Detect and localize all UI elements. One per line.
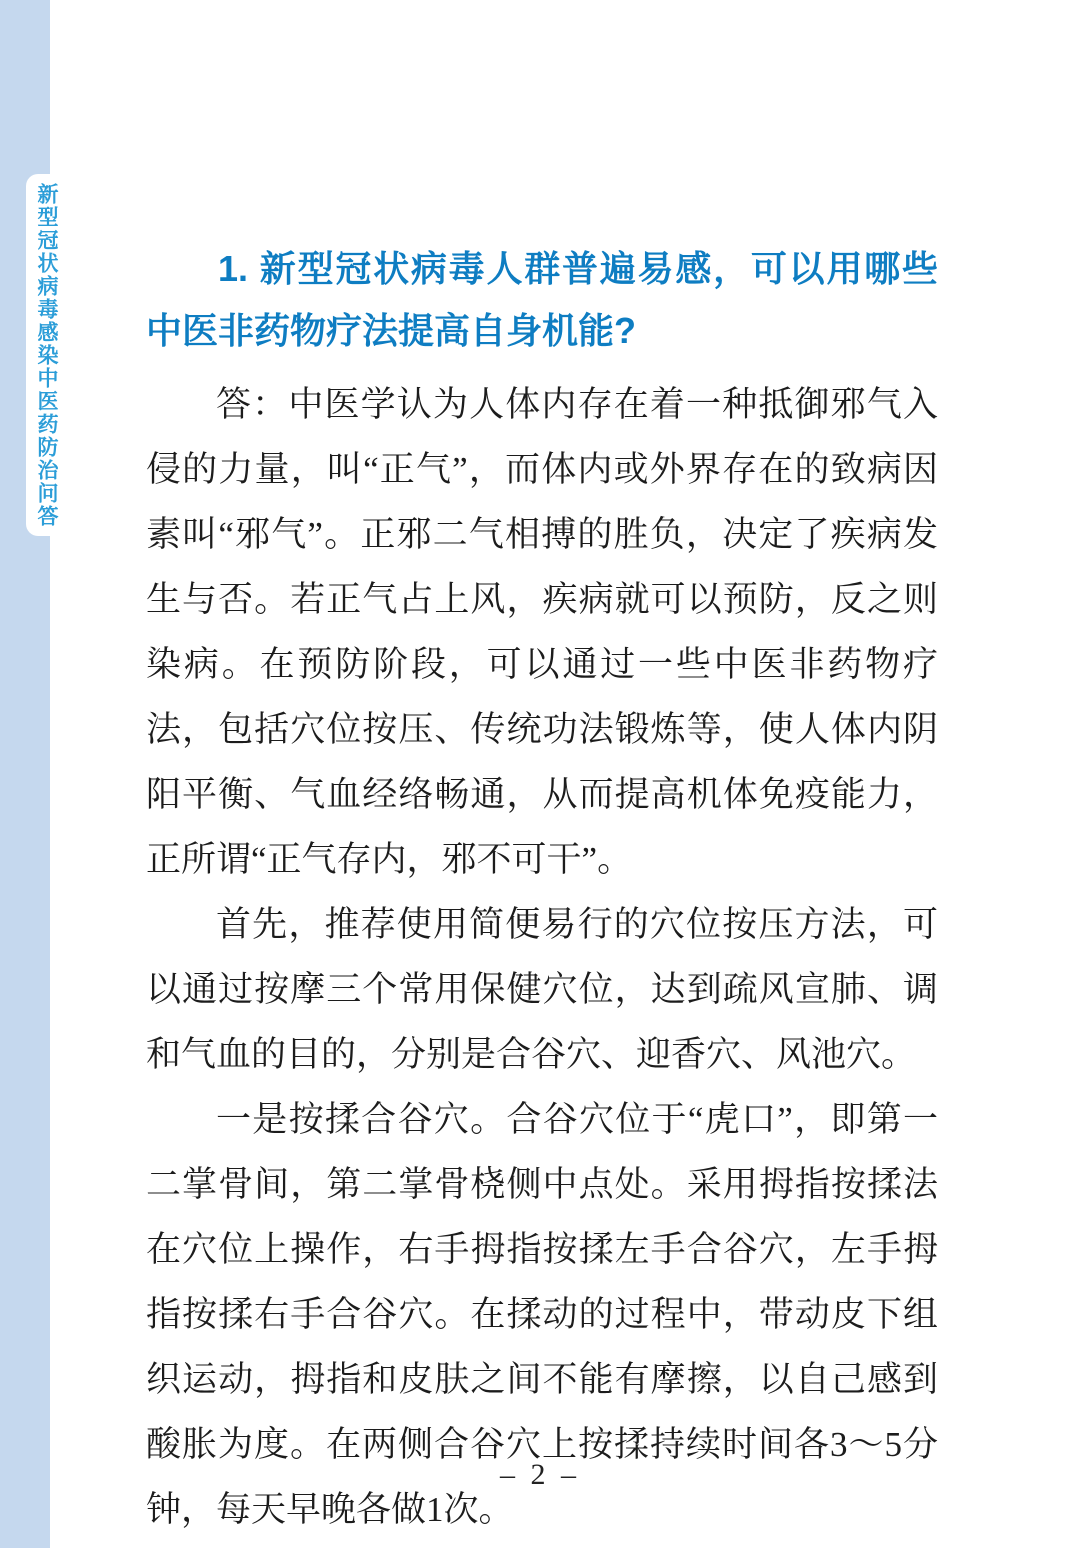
article-content [146, 238, 938, 1542]
answer-paragraph-2: 首先，推荐使用简便易行的穴位按压方法，可以通过按摩三个常用保健穴位，达到疏风宣肺、调和气血的目的，分别是合谷穴、迎香穴、风池穴。 [146, 905, 938, 1074]
answer-paragraph-1: 答：中医学认为人体内存在着一种抵御邪气入侵的力量，叫“正气”，而体内或外界存在的致病因素叫“邪气”。正邪二气相搏的胜负，决定了疾病发生与否。若正气占上风，疾病就可以预防，反之则染病。在预防阶段，可以通过一些中医非药物疗法，包括穴位按压、传统功法锻炼等，使人体内阴阳平衡、气血经络畅通，从而提高机体免疫能力，正所谓“正气存内，邪不可干”。 [146, 385, 938, 879]
question-title: 1. 新型冠状病毒人群普遍易感，可以用哪些中医非药物疗法提高自身机能? [146, 248, 938, 351]
sidebar-tab [26, 174, 68, 536]
page-number: – 2 – [500, 1458, 580, 1491]
answer-paragraph-3: 一是按揉合谷穴。合谷穴位于“虎口”，即第一二掌骨间，第二掌骨桡侧中点处。采用拇指按揉法在穴位上操作，右手拇指按揉左手合谷穴，左手拇指按揉右手合谷穴。在揉动的过程中，带动皮下组织运动，拇指和皮肤之间不能有摩擦，以自己感到酸胀为度。在两侧合谷穴上按揉持续时间各3～5分钟，每天早晚各做1次。 [146, 1100, 938, 1529]
sidebar-vertical-title: 新型冠状病毒感染中医药防治问答 [35, 182, 59, 528]
